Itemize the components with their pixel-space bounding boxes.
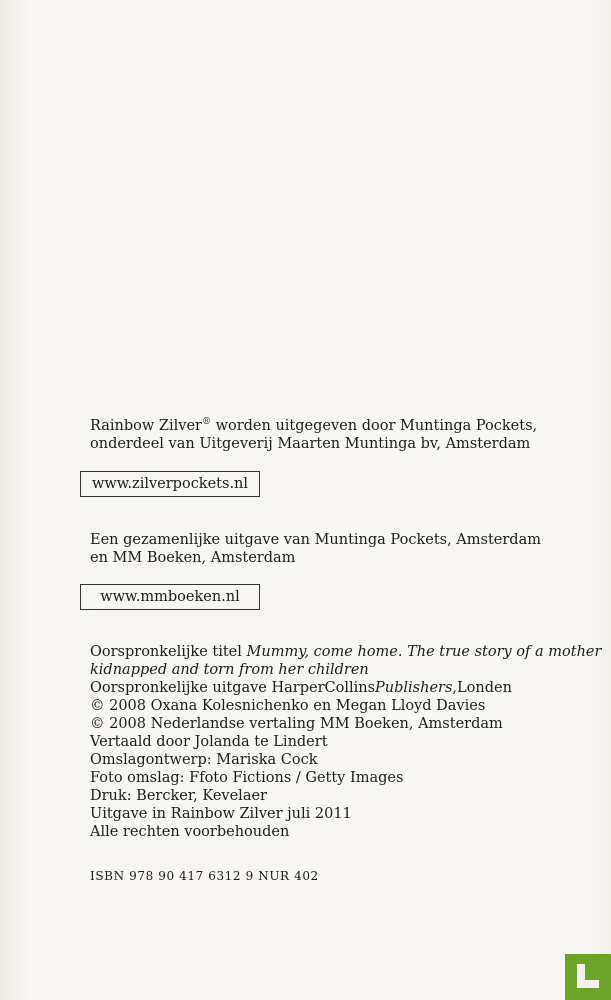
printer-credit: Druk: Bercker, Kevelaer: [90, 788, 267, 804]
publisher-block: [90, 417, 537, 453]
cover-design-credit: Omslagontwerp: Mariska Cock: [90, 752, 318, 768]
cover-photo-credit: Foto omslag: Ffoto Fictions / Getty Images: [90, 770, 404, 786]
original-title-line-2: kidnapped and torn from her children: [90, 662, 369, 678]
translator-credit: Vertaald door Jolanda te Lindert: [90, 734, 328, 750]
publisher-line-2: onderdeel van Uitgeverij Maarten Muntinga bv, Amsterdam: [90, 436, 531, 452]
colophon-block: [90, 643, 601, 841]
joint-edition-block: [90, 531, 541, 567]
isbn-nur-line: ISBN 978 90 417 6312 9 NUR 402: [90, 869, 319, 883]
joint-line-2: en MM Boeken, Amsterdam: [90, 550, 296, 566]
original-title-line: Oorspronkelijke titel Mummy, come home. The true story of a mother: [90, 644, 602, 660]
copyright-translation: © 2008 Nederlandse vertaling MM Boeken, Amsterdam: [90, 716, 503, 732]
original-edition-line: Oorspronkelijke uitgave HarperCollinsPublishers,Londen: [90, 680, 512, 696]
joint-line-1: Een gezamenlijke uitgave van Muntinga Pockets, Amsterdam: [90, 532, 541, 548]
lastdodo-logo-icon: [565, 954, 611, 1000]
edition-date: Uitgave in Rainbow Zilver juli 2011: [90, 806, 352, 822]
registered-mark: ®: [201, 417, 211, 428]
mmboeken-url-box: www.mmboeken.nl: [80, 584, 260, 610]
copyright-authors: © 2008 Oxana Kolesnichenko en Megan Lloyd Davies: [90, 698, 486, 714]
publisher-line-1: Rainbow Zilver® worden uitgegeven door Muntinga Pockets,: [90, 417, 538, 434]
rights-reserved: Alle rechten voorbehouden: [90, 824, 290, 840]
zilverpockets-url-box: www.zilverpockets.nl: [80, 471, 260, 497]
